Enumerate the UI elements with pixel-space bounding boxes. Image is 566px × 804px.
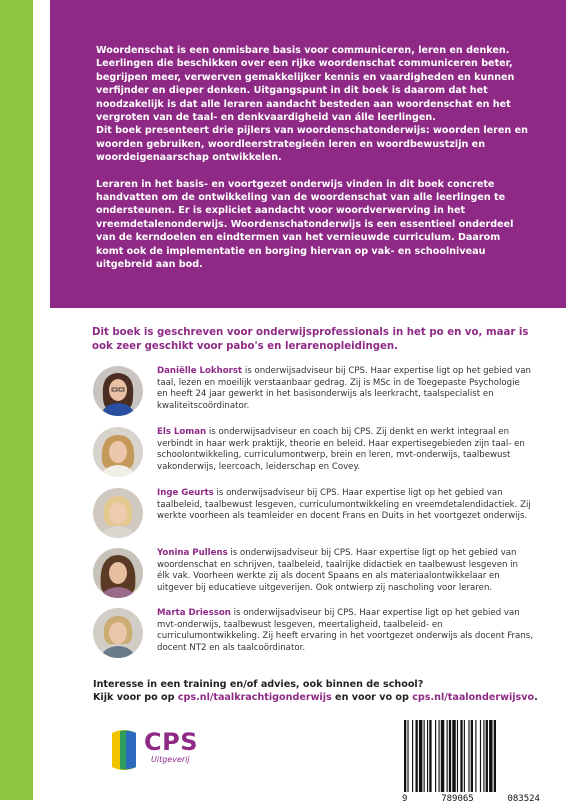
author-name-geurts: Inge Geurts (157, 488, 214, 498)
contact-links-line: Kijk voor po op cps.nl/taalkrachtigonderwijs en voor vo op cps.nl/taalonderwijsvo. (93, 692, 538, 704)
author-driesson (93, 608, 533, 670)
green-spine-strip (0, 0, 33, 800)
author-bio-lokhorst: Daniëlle Lokhorst is onderwijsadviseur bij CPS. Haar expertise ligt op het gebied van taal, lezen en moeilijk verstaanbaar gedrag. Zij is MSc in de Toegepaste Psychologie en heeft 24 jaar gewerkt in het basisonderwijs als leerkracht, taalspecialist en kwaliteitscoördinator. (157, 366, 531, 411)
author-bio-loman: Els Loman is onderwijsadviseur en coach bij CPS. Zij denkt en werkt integraal en verbindt in haar werk praktijk, theorie en beleid. Haar expertisegebieden zijn taal- en schoolontwikkeling, curriculumontwerp, brein en leren, mvt-onderwijs, taalbewust vakonderwijs, leercoach, leiderschap en Covey. (157, 427, 525, 472)
description-text (96, 44, 528, 272)
author-pullens (93, 548, 533, 610)
description-paragraph-3: Leraren in het basis- en voortgezet onderwijs vinden in dit boek concrete handvatten om de ontwikkeling van de woordenschat van alle leerlingen te ondersteunen. Er is expliciet aandacht voor woordverwerving in het vreemdetalenonderwijs. Woordenschatonderwijs is een essentieel onderdeel van de kerndoelen en eindtermen van het vernieuwde curriculum. Daarom komt ook de implementatie en borging hiervan op vak- en schoolniveau uitgebreid aan bod. (96, 178, 514, 271)
contact-question: Interesse in een training en/of advies, ook binnen de school? (93, 679, 424, 690)
publisher-logo-text: CPS (144, 728, 198, 756)
author-bio-pullens: Yonina Pullens is onderwijsadviseur bij CPS. Haar expertise ligt op het gebied van woordenschat en schrijven, taalbeleid, taalrijke didactiek en taalbewust lesgeven in élk vak. Voorheen werkte zij als docent Spaans en als materiaalontwikkelaar en uitgever bij educatieve uitgeverijen. Ook ontwierp zij nascholing voor leraren. (157, 548, 519, 593)
isbn-barcode (402, 720, 540, 792)
authors-section (48, 308, 566, 804)
description-paragraph-2: Dit boek presenteert drie pijlers van woordenschatonderwijs: woorden leren en woorden gebruiken, woordleerstrategieën leren en woordbewustzijn en woordeigenaarschap ontwikkelen. (96, 125, 528, 164)
author-photo-lokhorst (93, 366, 143, 416)
contact-info (93, 678, 543, 705)
isbn-number: 9 789065 083524 (402, 794, 540, 804)
author-geurts (93, 488, 533, 550)
link-taalkrachtigonderwijs[interactable]: cps.nl/taalkrachtigonderwijs (177, 692, 332, 704)
author-photo-driesson (93, 608, 143, 658)
publisher-subtitle: Uitgeverij (151, 755, 190, 764)
author-bio-geurts: Inge Geurts is onderwijsadviseur bij CPS. Haar expertise ligt op het gebied van taalbeleid, taalbewust lesgeven, curriculumontwikkeling en vreemdetalendidactiek. Zij werkte voorheen als teamleider en docent Frans en Duits in het voortgezet onderwijs. (157, 488, 531, 522)
author-name-loman: Els Loman (157, 427, 207, 437)
author-name-lokhorst: Daniëlle Lokhorst (157, 366, 243, 376)
author-photo-geurts (93, 488, 143, 538)
description-paragraph-1: Woordenschat is een onmisbare basis voor communiceren, leren en denken. Leerlingen die beschikken over een rijke woordenschat communiceren beter, begrijpen meer, verwerven gemakkelijker kennis en vaardigheden en kunnen verfijnder en dieper denken. Uitgangspunt in dit boek is daarom dat het noodzakelijk is dat alle leraren aandacht besteden aan woordenschat en het vergroten van de taal- en denkvaardigheid van álle leerlingen. (96, 45, 515, 124)
author-photo-loman (93, 427, 143, 477)
author-name-driesson: Marta Driesson (157, 608, 231, 618)
author-name-pullens: Yonina Pullens (157, 548, 228, 558)
author-bio-driesson: Marta Driesson is onderwijsadviseur bij CPS. Haar expertise ligt op het gebied van mvt-onderwijs, taalbewust lesgeven, meertaligheid, taalbeleid- en curriculumontwikkeling. Zij heeft ervaring in het voortgezet onderwijs als docent Frans, docent NT2 en als taalcoördinator. (157, 608, 533, 653)
cps-logo-icon (110, 727, 138, 773)
author-photo-pullens (93, 548, 143, 598)
author-loman (93, 427, 533, 489)
author-lokhorst (93, 366, 533, 428)
link-taalonderwijsvo[interactable]: cps.nl/taalonderwijsvo (412, 692, 535, 704)
intro-text: Dit boek is geschreven voor onderwijsprofessionals in het po en vo, maar is ook zeer geschikt voor pabo's en lerarenopleidingen. (92, 327, 529, 352)
